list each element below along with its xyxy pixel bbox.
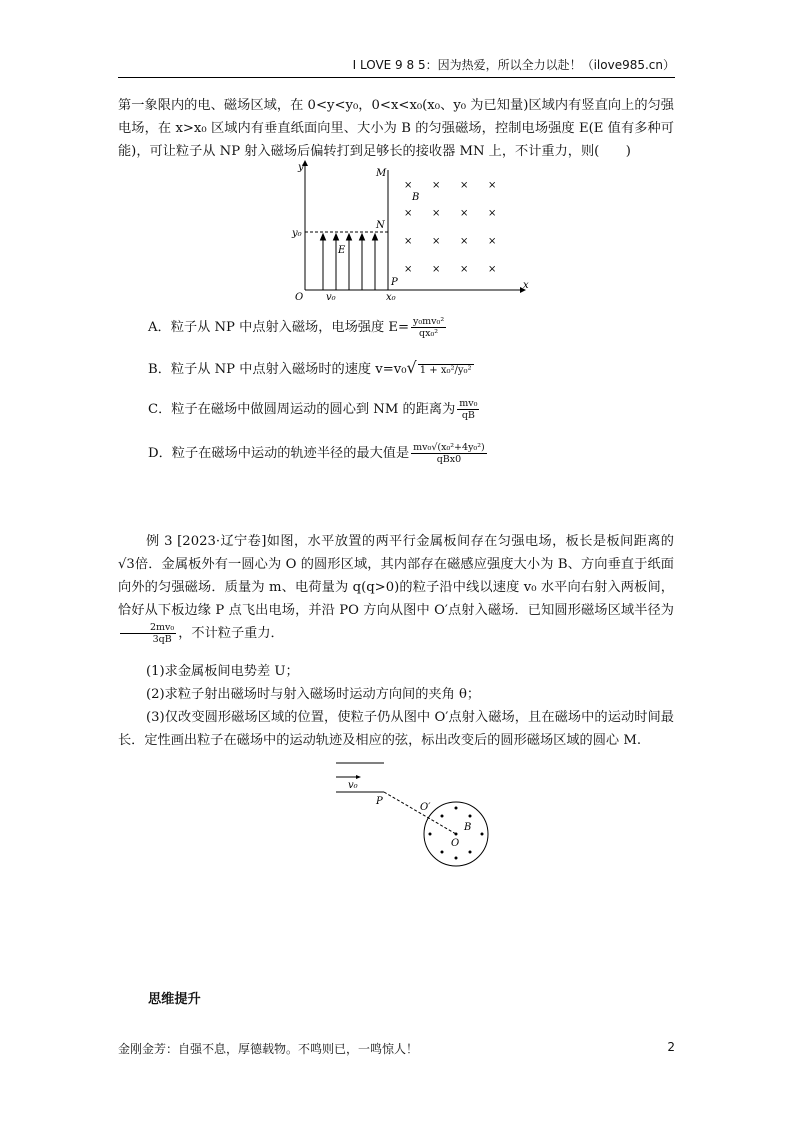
svg-text:×: × bbox=[460, 236, 469, 247]
svg-text:O: O bbox=[451, 838, 460, 849]
svg-text:×: × bbox=[460, 180, 469, 191]
svg-text:x: x bbox=[523, 280, 529, 291]
svg-text:×: × bbox=[432, 236, 441, 247]
svg-text:×: × bbox=[432, 180, 441, 191]
example-3-paragraph: 例 3 [2023·辽宁卷]如图，水平放置的两平行金属板间存在匀强电场，板长是板间距离的√3倍．金属板外有一圆心为 O 的圆形区域，其内部存在磁感应强度大小为 B、方向垂直于纸面向外的匀强磁场．质量为 m、电荷量为 q(q>0)的粒子沿中线以速度 v₀ 水平向右射入两板间，恰好从下板边缘 P 点飞出电场，并沿 PO 方向从图中 O′点射入磁场．已知圆形磁场区域半径为 $\frac{\text{2mv₀}}{3qB}$ ，不计粒子重力． bbox=[118, 534, 674, 645]
svg-text:×: × bbox=[404, 264, 413, 275]
page-number: 2 bbox=[667, 1040, 675, 1054]
svg-text:P: P bbox=[391, 277, 398, 288]
question-stem: 第一象限内的电、磁场区域，在 0<y<y₀，0<x<x₀(x₀、y₀ 为已知量)区域内有竖直向上的匀强电场，在 x>x₀ 区域内有垂直纸面向里、大小为 B 的匀强磁场，控制电场强度 E(E 值有多种可能)，可让粒子从 NP 射入磁场后偏转打到足够长的接收器 MN 上，不计重力，则( ) bbox=[118, 98, 674, 159]
example-3-questions bbox=[118, 660, 674, 752]
svg-text:×: × bbox=[488, 180, 497, 191]
svg-text:B: B bbox=[464, 822, 472, 833]
page-header: I LOVE 9 8 5：因为热爱，所以全力以赴！（ilove985.cn） bbox=[118, 56, 675, 78]
figure-field-region bbox=[290, 160, 550, 300]
svg-text:O′: O′ bbox=[420, 802, 431, 813]
svg-text:×: × bbox=[488, 208, 497, 219]
svg-text:×: × bbox=[404, 236, 413, 247]
svg-text:B: B bbox=[412, 192, 420, 203]
figure-plates-circle bbox=[330, 758, 500, 868]
svg-text:×: × bbox=[488, 236, 497, 247]
svg-text:×: × bbox=[432, 208, 441, 219]
option-d: D．粒子在磁场中运动的轨迹半径的最大值是 $\frac{\text{mv₀√(x₀²+4y₀²)}}{\text{qBx0}}$ bbox=[148, 442, 485, 465]
svg-text:×: × bbox=[488, 264, 497, 275]
svg-text:M: M bbox=[376, 168, 387, 179]
footer-motto: 金刚金芳：自强不息，厚德载物。不鸣则已，一鸣惊人！ bbox=[118, 1042, 419, 1056]
option-b: B．粒子从 NP 中点射入磁场时的速度 v=v₀√ 1 + x₀²/y₀² bbox=[148, 358, 472, 377]
svg-text:×: × bbox=[404, 180, 413, 191]
svg-text:×: × bbox=[432, 264, 441, 275]
option-c: C．粒子在磁场中做圆周运动的圆心到 NM 的距离为 $\frac{\text{mv₀}}{qB}$ bbox=[148, 398, 478, 421]
svg-text:O: O bbox=[295, 292, 304, 300]
subquestion-2: (2)求粒子射出磁场时与射入磁场时运动方向间的夹角 θ； bbox=[146, 687, 481, 702]
svg-text:N: N bbox=[376, 220, 385, 231]
svg-text:x₀: x₀ bbox=[386, 292, 396, 300]
svg-text:P: P bbox=[376, 796, 383, 807]
svg-text:v₀: v₀ bbox=[326, 292, 336, 300]
svg-text:×: × bbox=[404, 208, 413, 219]
section-title: 思维提升 bbox=[148, 992, 201, 1007]
page-footer bbox=[118, 1040, 675, 1057]
svg-text:y₀: y₀ bbox=[292, 228, 302, 239]
subquestion-3: (3)仅改变圆形磁场区域的位置，使粒子仍从图中 O′点射入磁场，且在磁场中的运动时间最长．定性画出粒子在磁场中的运动轨迹及相应的弦，标出改变后的圆形磁场区域的圆心 M. bbox=[118, 710, 674, 748]
svg-text:E: E bbox=[338, 245, 346, 256]
svg-text:×: × bbox=[460, 264, 469, 275]
svg-text:y: y bbox=[298, 162, 304, 173]
svg-text:v₀: v₀ bbox=[348, 780, 358, 791]
svg-text:×: × bbox=[460, 208, 469, 219]
option-a: A．粒子从 NP 中点射入磁场，电场强度 E= $\frac{\text{y₀mv₀²}}{\text{qx₀²}}$ bbox=[148, 316, 445, 339]
subquestion-1: (1)求金属板间电势差 U； bbox=[146, 664, 299, 679]
